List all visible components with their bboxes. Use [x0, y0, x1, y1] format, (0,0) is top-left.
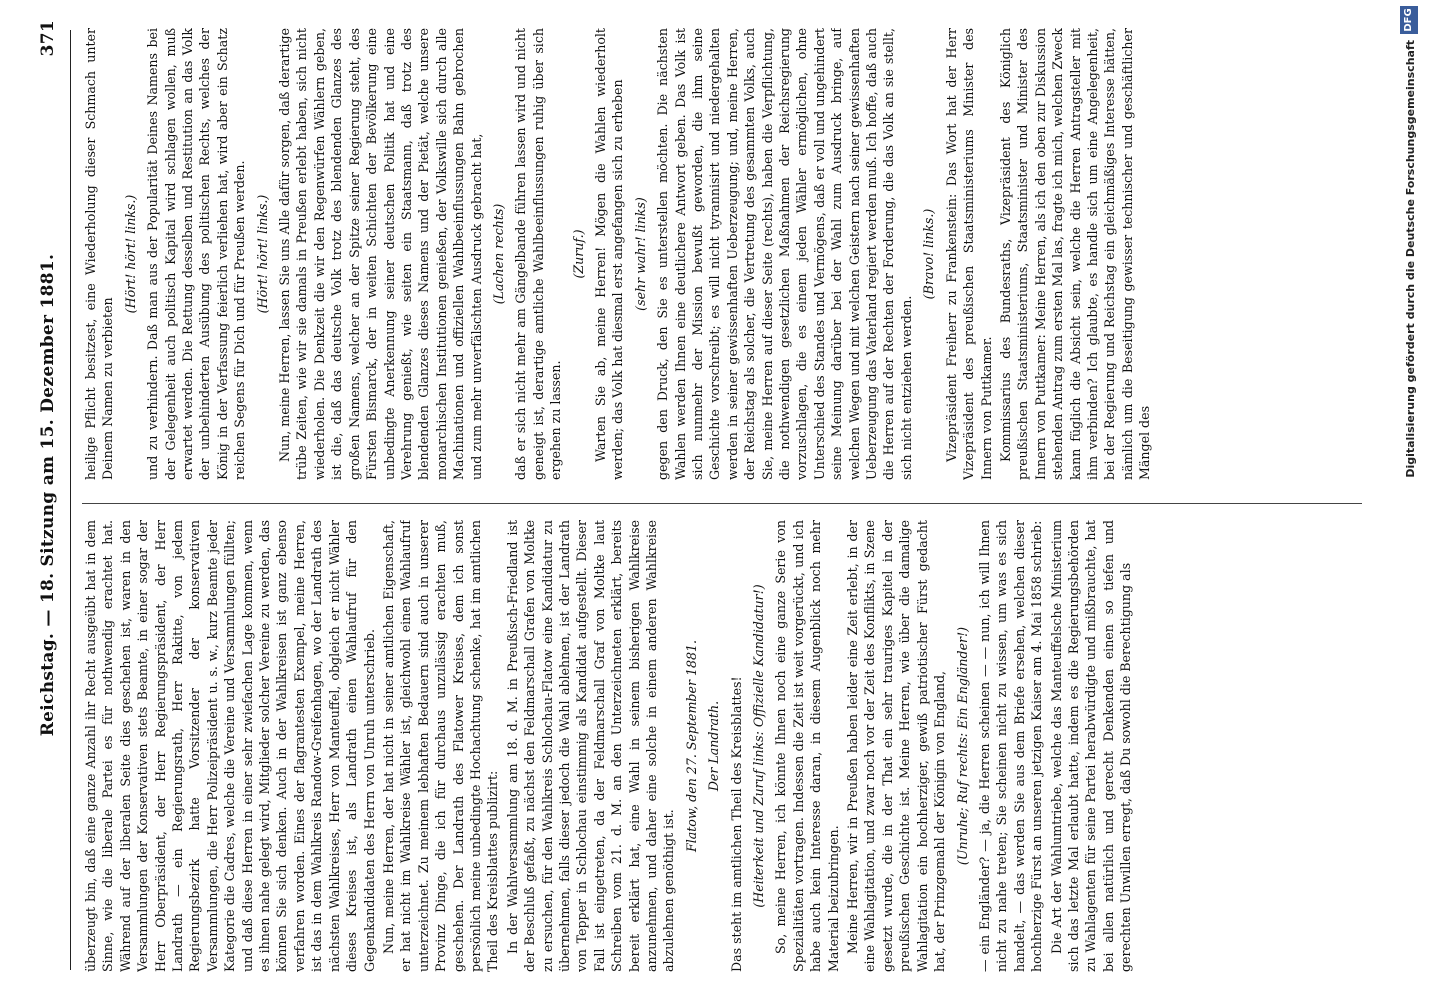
interjection: (Bravo! links.): [921, 208, 937, 300]
paragraph: daß er sich nicht mehr am Gängelbande führen lassen wird und nicht geneigt ist, derartige amtliche Wahlbeeinflussungen ruhig über sich ergehen zu lassen.: [513, 28, 564, 480]
dfg-logo: DFG: [1400, 6, 1418, 34]
speaker-paragraph: Vizepräsident Freiherr zu Frankenstein: Das Wort hat der Herr Vizepräsident des preußischen Staatsministeriums Minister des Innern von Puttkamer.: [943, 28, 994, 480]
digitization-stamp: [1396, 0, 1426, 1000]
interjection: (Hört! hört! links.): [254, 194, 270, 314]
page-number: 371: [38, 20, 58, 57]
digitization-note: Digitalisierung gefördert durch die Deutsche Forschungsgemeinschaft: [1404, 40, 1417, 478]
paragraph: Nun, meine Herren, der hat nicht in seiner amtlichen Eigenschaft, er hat nicht im Wahlkreise Wähler ist, gleichwohl einen Wahlaufruf unterzeichnet. Zu meinem lebhaften Bedauern sind auch in unserer Provinz Dinge, die ich für durchaus unzulässig erachten muß, geschehen. Der Landrath des Flatower Kreises, dem ich sonst persönlich meine unbedingte Hochachtung schenke, hat im amtlichen Theil des Kreisblattes publizirt:: [380, 520, 501, 972]
paragraph: So, meine Herren, ich könnte Ihnen noch eine ganze Serie von Spezialitäten vortragen. Indessen die Zeit ist weit vorgerückt, und ich habe auch kein Interesse daran, in diesem Augenblick noch mehr Material beizubringen.: [773, 520, 841, 972]
interjection: (sehr wahr! links): [632, 197, 648, 311]
header-title: Reichstag. — 18. Sitzung am 15. Dezember 1881.: [38, 253, 58, 737]
paragraph: Nun, meine Herren, lassen Sie uns Alle dafür sorgen, daß derartige trübe Zeiten, wie wir sie damals in Preußen erlebt haben, sich nicht wiederholen. Die Denkzeit die wir den Regenwürfen Wählern geben, ist die, daß das deutsche Volk trotz des blendenden Glanzes des großen Namens, welcher an der Spitze seiner Regierung steht, des Fürsten Bismarck, der in weiten Schichten der Bevölkerung eine unbedingte Anerkennung seiner deutschen Politik hat und eine Verehrung genießt, wie seiten ein Staatsmann, daß trotz des blendenden Glanzes dieses Namens und der Pietät, welche unsere monarchischen Institutionen genießen, der Volkswille sich durch alle Machinationen und offiziellen Wahlbeeinflussungen Bahn gebrochen und zum mehr unverfälschten Ausdruck gebracht hat,: [277, 28, 484, 480]
paragraph: Das steht im amtlichen Theil des Kreisblattes!: [728, 676, 744, 972]
interjection: (Hört! hört! links.): [122, 194, 138, 314]
left-column: [82, 520, 1362, 972]
quoted-paragraph: Die Art der Wahlumtriebe, welche das Manteuffelsche Ministerium sich das letzte Mal erlaubt hatte, indem es die Regierungsbehörden zu Wahlagenten für seine Partei herabwürdigte und mißbrauchte, hat bei allen natürlich und gerecht Denkenden einen so tiefen und gerechten Unwillen erregt, daß Du sowohl die Berechtigung als: [1048, 520, 1134, 972]
quote-dateline: Flatow, den 27. September 1881.: [683, 639, 699, 853]
interjection: (Unruhe; Ruf rechts: Ein Engländer!): [954, 626, 970, 866]
interjection: (Heiterkeit und Zuruf links: Offizielle Kandidatur!): [751, 584, 767, 908]
paragraph: Warten Sie ab, meine Herren! Mögen die Wahlen wiederholt werden; das Volk hat diesmal erst angefangen sich zu erheben: [592, 28, 626, 480]
quoted-paragraph: In der Wahlversammlung am 18. d. M. in Preußisch-Friedland ist der Beschluß gefaßt, zu nächst den Feldmarschall Grafen von Moltke zu ersuchen, für den Wahlkreis Schlochau-Flatow eine Kandidatur zu übernehmen, falls dieser jedoch die Wahl ablehnen, ist der Landrath von Tepper in Schlochau einstimmig als Kandidat aufgestellt. Dieser Fall ist eingetreten, da der Feldmarschall Graf von Moltke laut Schreiben vom 21. d. M. an den Unterzeichneten erklärt, bereits bereit erklärt hat, eine Wahl in seinem bisherigen Wahlkreise anzunehmen, und daher eine solche in einem anderen Wahlkreise abzulehnen genöthigt ist.: [504, 520, 677, 972]
header-rule: [70, 30, 71, 970]
speaker-paragraph: Kommissarius des Bundesraths, Vizepräsident des Königlich preußischen Staatsministeriums, Staatsminister und Minister des Innern von Puttkamer: Meine Herren, als ich den oben zur Diskussion stehenden Antrag zum ersten Mal las, fragte ich mich, welchen Zweck kann füglich die Absicht sein, welche die Herren Antragsteller mit ihm verbinden? Ich glaubte, es handle sich um eine Angelegenheit, bei der Regierung und Reichstag ein gleichmäßiges Interesse hätten, nämlich um die Beseitigung gewisser technischer und geschäftlicher Mängel des: [997, 28, 1153, 480]
interjection: (Lachen rechts): [490, 203, 506, 305]
right-column: [82, 28, 1362, 480]
quote-signature: Der Landrath.: [706, 700, 722, 792]
paragraph: gegen den Druck, den Sie es unterstellen möchten. Die nächsten Wahlen werden Ihnen eine deutlichere Antwort geben. Das Volk ist sich nunmehr der Mission bewußt geworden, die ihm seine Geschichte vorschreibt; es will nicht tyrannisirt und niedergehalten werden in seiner gewissenhaften Ueberzeugung; und, meine Herren, der Reichstag als solcher, die Vertretung des gesammten Volks, auch Sie, meine Herren auf dieser Seite (rechts), haben die Verpflichtung, die nothwendigen gesetzlichen Maßnahmen der Reichsregierung vorzuschlagen, die es einem jeden Wähler ermöglichen, ohne Unterschied des Standes und Vermögens, daß er voll und ungehindert seine Meinung darüber bei der Wahl zum Ausdruck bringe, auf welchen Wegen und mit welchen Geistern nach seiner gewissenhaften Ueberzeugung das Vaterland regiert werden muß. Ich hoffe, daß auch die Herren auf der Rechten der Forderung, die das Volk an sie stellt, sich nicht entziehen werden.: [655, 28, 914, 480]
paragraph: heilige Pflicht besitzest, eine Wiederholung dieser Schmach unter Deinem Namen zu verbieten: [83, 28, 116, 480]
running-head: [38, 20, 68, 970]
paragraph: überzeugt bin, daß eine ganze Anzahl ihr Recht ausgeübt hat in dem Sinne, wie die liberale Partei es für nothwendig erachtet hat. Während auf der liberalen Seite dies geschehen ist, waren in den Versammlungen der Konservativen stets Beamte, in einer sogar der Herr Oberpräsident, der Herr Regierungspräsident, der Herr Landrath — ein Regierungsrath, Herr Rakitte, von jedem Regierungsbezirk hatte Vorsitzender der konservativen Versammlungen, die Herr Polizeipräsident u. s. w., kurz Beamte jeder Kategorie die Cadres, welche die Vereine und Versammlungen füllten; und daß diese Herren in einer sehr zwiefachen Lage kommen, wenn es ihnen nahe gelegt wird, Mitglieder solcher Vereine zu werden, das können Sie sich denken. Auch in der Wahlkreisen ist ganz ebenso verfahren worden. Eines der flagrantesten Exempel, meine Herren, ist das in dem Wahlkreis Randow-Greifenhagen, wo der Landrath des nächsten Wahlkreises, Herr von Manteuffel, obgleich er nicht Wähler dieses Kreises ist, als Landrath einen Wahlaufruf für den Gegenkandidaten des Herrn von Unruh unterschrieb.: [83, 520, 377, 972]
interjection: (Zuruf.): [570, 229, 586, 279]
paragraph: — ein Engländer? — ja, die Herren scheinen — — nun, ich will Ihnen nicht zu nahe treten; Sie scheinen nicht zu wissen, um was es sich handelt, — das werden Sie aus dem Briefe ersehen, welchen dieser hochherzige Fürst an unseren jetzigen Kaiser am 4. Mai 1858 schrieb:: [976, 520, 1045, 972]
column-divider: [82, 503, 1362, 504]
paragraph: und zu verhindern. Daß man aus der Popularität Deines Namens bei der Gelegenheit auch politisch Kapital wird schlagen wollen, muß erwartet werden. Die Rettung desselben und Restitution an das Volk der unbehinderten Ausübung des politischen Rechts, welches der König in der Verfassung feierlich verliehen hat, wird aber ein Schatz reichen Segens für Dich und für Preußen werden.: [145, 28, 248, 480]
paragraph: Meine Herren, wir in Preußen haben leider eine Zeit erlebt, in der eine Wahlagitation, und zwar noch vor der Zeit des Konflikts, in Szene gesetzt wurde, die in der That ein sehr trauriges Kapitel in der preußischen Geschichte ist. Meine Herren, wie über die damalige Wahlagitation ein hochherziger, gewiß patriotischer Fürst gedacht hat, der Prinzgemahl der Königin von England,: [845, 520, 948, 972]
